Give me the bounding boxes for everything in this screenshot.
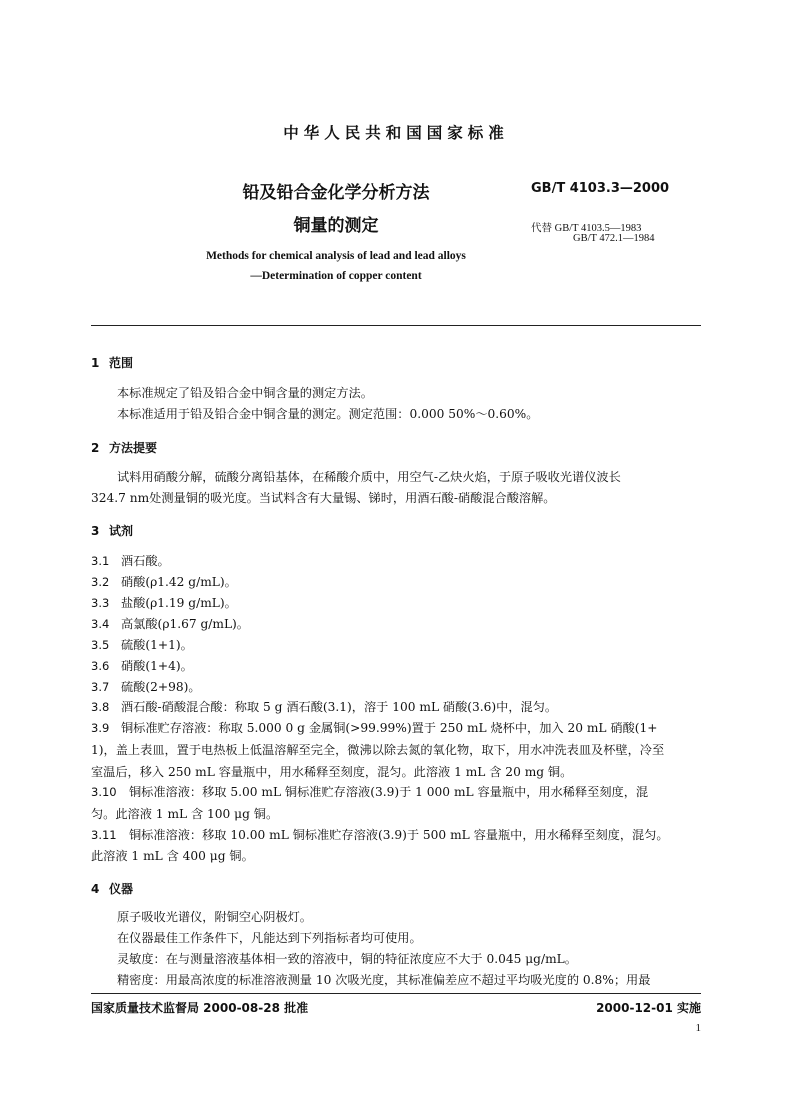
english-title-line-1: Methods for chemical analysis of lead and lead alloys [206, 250, 466, 262]
item-number: 3.1 [91, 554, 110, 568]
paragraph: 灵敏度：在与测量溶液基体相一致的溶液中，铜的特征浓度应不大于 0.045 μg/mL。 [117, 952, 577, 966]
reagent-item [91, 573, 237, 590]
item-text: 硫酸(2+98)。 [121, 680, 201, 694]
implementation-date: 2000-12-01 实施 [596, 1001, 701, 1015]
reagent-item [91, 615, 249, 632]
paragraph-line: 324.7 nm处测量铜的吸光度。当试料含有大量锡、锑时，用酒石酸-硝酸混合酸溶解。 [91, 491, 556, 505]
item-number: 3.8 [91, 700, 110, 714]
reagent-item [91, 719, 657, 736]
item-text: 高氯酸(ρ1.67 g/mL)。 [121, 617, 249, 631]
reagent-item [91, 552, 170, 569]
item-number: 3.9 [91, 721, 110, 735]
item-number: 3.4 [91, 617, 110, 631]
item-continuation: 此溶液 1 mL 含 400 μg 铜。 [91, 849, 254, 863]
item-number: 3.6 [91, 659, 110, 673]
header-divider [91, 325, 701, 326]
section-number: 3 [91, 524, 100, 538]
reagent-item [91, 678, 201, 695]
paragraph: 在仪器最佳工作条件下，凡能达到下列指标者均可使用。 [117, 931, 422, 945]
page-number: 1 [695, 1022, 701, 1034]
section-title: 方法提要 [109, 441, 158, 455]
section-number: 2 [91, 441, 100, 455]
reagent-item [91, 636, 193, 653]
replaces-line-2: GB/T 472.1—1984 [573, 233, 655, 244]
section-title: 仪器 [109, 882, 134, 896]
footer-divider [91, 993, 701, 994]
item-number: 3.5 [91, 638, 110, 652]
reagent-item [91, 783, 648, 800]
reagent-item [91, 594, 237, 611]
approval-date: 国家质量技术监督局 2000-08-28 批准 [91, 1001, 309, 1015]
reagent-item [91, 826, 669, 843]
item-text: 铜标准贮存溶液：称取 5.000 0 g 金属铜(>99.99%)置于 250 mL 烧杯中，加入 20 mL 硝酸(1+ [121, 721, 658, 735]
paragraph-line: 试料用硝酸分解，硫酸分离铅基体，在稀酸介质中，用空气-乙炔火焰，于原子吸收光谱仪波长 [117, 470, 621, 484]
item-text: 盐酸(ρ1.19 g/mL)。 [121, 596, 237, 610]
paragraph: 原子吸收光谱仪，附铜空心阴极灯。 [117, 910, 312, 924]
section-heading-method [91, 439, 157, 456]
standard-type-heading: 中华人民共和国国家标准 [283, 124, 509, 142]
replaces-line-1: 代替 GB/T 4103.5—1983 [531, 223, 642, 234]
standard-number: GB/T 4103.3—2000 [531, 181, 670, 196]
item-continuation: 匀。此溶液 1 mL 含 100 μg 铜。 [91, 807, 279, 821]
section-title: 试剂 [109, 524, 134, 538]
item-text: 铜标准溶液：移取 5.00 mL 铜标准贮存溶液(3.9)于 1 000 mL 容量瓶中，用水稀释至刻度，混 [129, 785, 649, 799]
item-number: 3.3 [91, 596, 110, 610]
item-text: 酒石酸。 [121, 554, 170, 568]
reagent-item [91, 657, 193, 674]
section-number: 1 [91, 356, 100, 370]
paragraph: 精密度：用最高浓度的标准溶液测量 10 次吸光度，其标准偏差应不超过平均吸光度的 0.8%；用最 [117, 973, 651, 987]
item-continuation: 室温后，移入 250 mL 容量瓶中，用水稀释至刻度，混匀。此溶液 1 mL 含 20 mg 铜。 [91, 765, 573, 779]
document-title: 铅及铅合金化学分析方法 [242, 183, 430, 203]
paragraph: 本标准适用于铅及铅合金中铜含量的测定。测定范围：0.000 50%～0.60%。 [117, 407, 539, 421]
item-text: 硝酸(ρ1.42 g/mL)。 [121, 575, 237, 589]
item-text: 硫酸(1+1)。 [121, 638, 193, 652]
item-number: 3.11 [91, 828, 117, 842]
item-text: 铜标准溶液：移取 10.00 mL 铜标准贮存溶液(3.9)于 500 mL 容量瓶中，用水稀释至刻度，混匀。 [129, 828, 669, 842]
item-number: 3.2 [91, 575, 110, 589]
section-title: 范围 [109, 356, 134, 370]
paragraph: 本标准规定了铅及铅合金中铜含量的测定方法。 [117, 386, 373, 400]
item-text: 硝酸(1+4)。 [121, 659, 193, 673]
english-title-line-2: —Determination of copper content [250, 270, 422, 282]
section-heading-reagents [91, 522, 133, 539]
section-number: 4 [91, 882, 100, 896]
section-heading-scope [91, 354, 133, 371]
reagent-item [91, 698, 557, 715]
item-text: 酒石酸-硝酸混合酸：称取 5 g 酒石酸(3.1)，溶于 100 mL 硝酸(3.6)中，混匀。 [121, 700, 558, 714]
item-continuation: 1)，盖上表皿，置于电热板上低温溶解至完全，微沸以除去氮的氧化物，取下，用水冲洗表皿及杯壁，冷至 [91, 743, 665, 757]
item-number: 3.10 [91, 785, 117, 799]
section-heading-apparatus [91, 880, 133, 897]
document-subtitle: 铜量的测定 [293, 216, 379, 236]
item-number: 3.7 [91, 680, 110, 694]
